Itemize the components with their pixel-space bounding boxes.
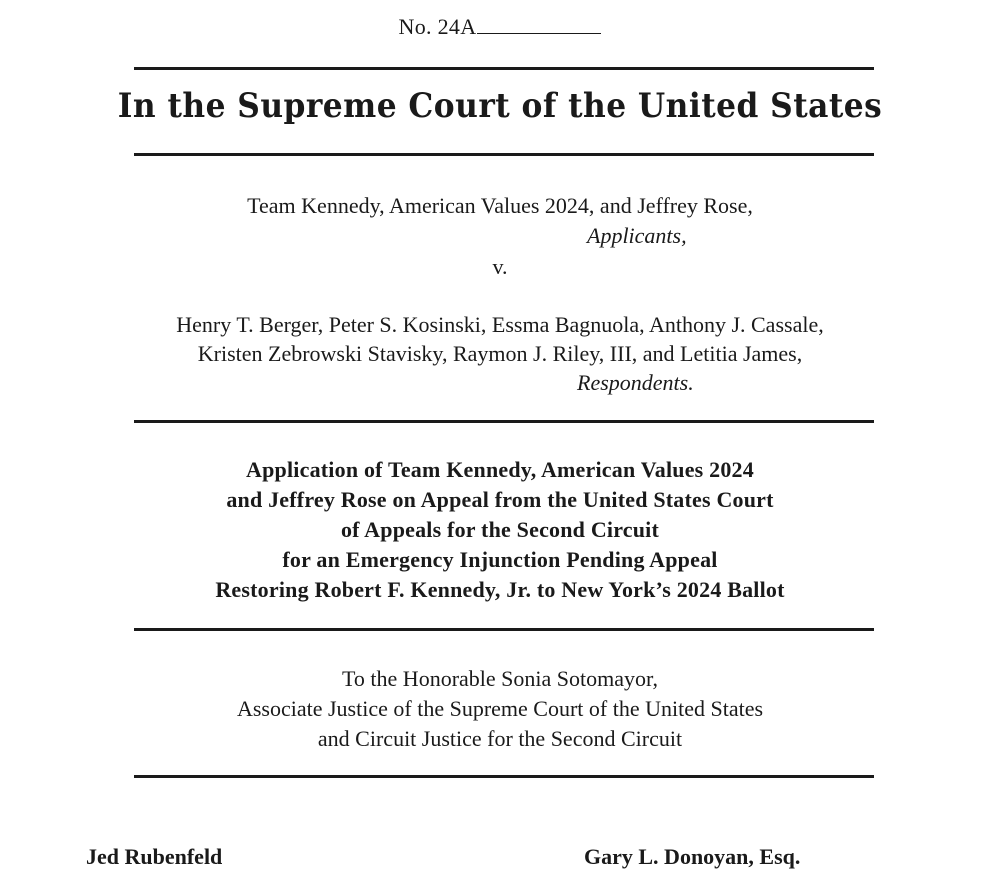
application-title-line: Restoring Robert F. Kennedy, Jr. to New York’s 2024 Ballot bbox=[215, 577, 785, 602]
addressee bbox=[0, 664, 1000, 754]
addressee-line: To the Honorable Sonia Sotomayor, bbox=[342, 666, 658, 691]
counsel-left: Jed Rubenfeld bbox=[86, 844, 223, 869]
respondents-role: Respondents. bbox=[577, 370, 694, 395]
docket-prefix: No. 24A bbox=[398, 14, 477, 39]
court-rule bbox=[134, 153, 874, 156]
docket-number bbox=[0, 14, 1000, 40]
addressee-line: and Circuit Justice for the Second Circuit bbox=[317, 726, 683, 751]
respondents-line-1: Henry T. Berger, Peter S. Kosinski, Essma Bagnuola, Anthony J. Cassale, bbox=[176, 312, 824, 337]
application-title-line: of Appeals for the Second Circuit bbox=[340, 517, 660, 542]
applicants-names: Team Kennedy, American Values 2024, and Jeffrey Rose, bbox=[247, 193, 753, 218]
addressee-line: Associate Justice of the Supreme Court of the United States bbox=[236, 696, 764, 721]
counsel-right: Gary L. Donoyan, Esq. bbox=[584, 844, 801, 869]
addressee-rule bbox=[134, 775, 874, 778]
application-title bbox=[0, 455, 1000, 605]
court-title: In the Supreme Court of the United States bbox=[117, 86, 883, 126]
versus: v. bbox=[492, 254, 508, 279]
application-title-line: Application of Team Kennedy, American Values 2024 bbox=[246, 457, 754, 482]
top-rule bbox=[134, 67, 874, 70]
respondents-line-2: Kristen Zebrowski Stavisky, Raymon J. Riley, III, and Letitia James, bbox=[197, 341, 803, 366]
title-rule bbox=[134, 628, 874, 631]
application-title-line: and Jeffrey Rose on Appeal from the United States Court bbox=[226, 487, 774, 512]
application-title-line: for an Emergency Injunction Pending Appeal bbox=[282, 547, 718, 572]
parties-rule bbox=[134, 420, 874, 423]
docket-blank-line bbox=[477, 15, 601, 34]
applicants-role: Applicants, bbox=[587, 223, 687, 248]
